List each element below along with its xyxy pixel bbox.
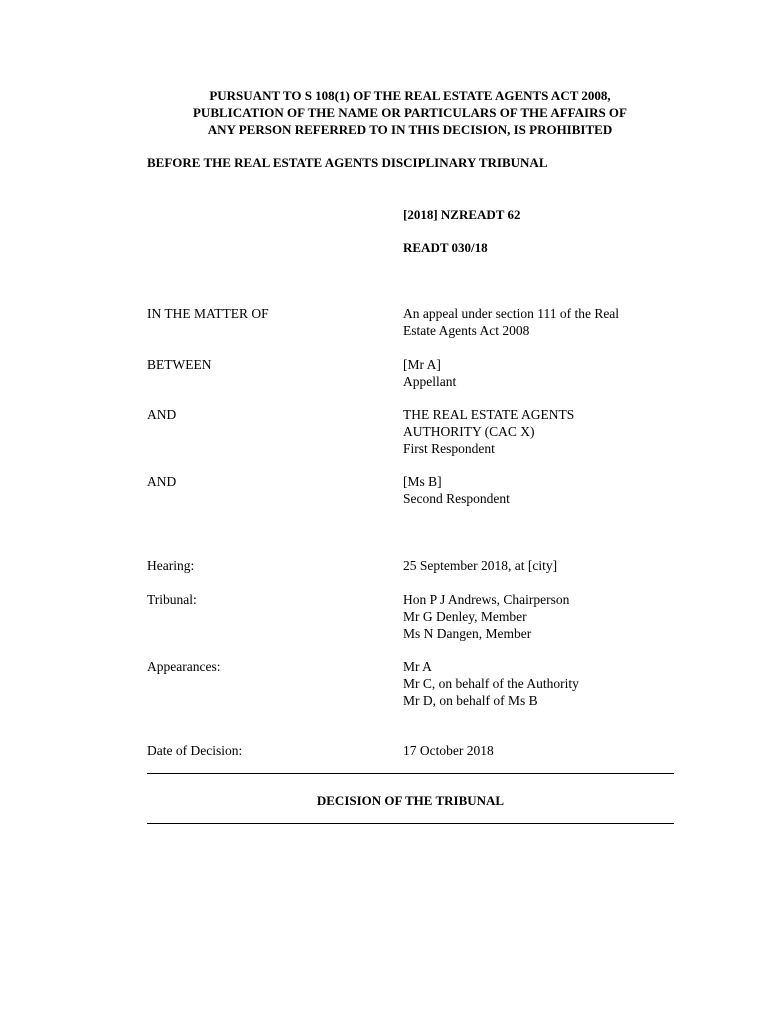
party-label-matter: IN THE MATTER OF [147, 306, 269, 321]
detail-line: Mr D, on behalf of Ms B [403, 692, 538, 708]
detail-line: Ms N Dangen, Member [403, 625, 532, 641]
party-line: [Ms B] [403, 474, 442, 489]
detail-label-date-of-decision: Date of Decision: [147, 743, 243, 758]
party-line: Estate Agents Act 2008 [403, 322, 530, 338]
party-value-matter [403, 306, 619, 340]
detail-label-tribunal: Tribunal: [147, 592, 197, 607]
detail-label-appearances: Appearances: [147, 659, 221, 674]
divider-top [147, 773, 674, 774]
party-line: Appellant [403, 373, 457, 389]
party-value-second-respondent [403, 474, 510, 508]
file-number: READT 030/18 [403, 240, 488, 255]
party-line: Second Respondent [403, 490, 510, 506]
detail-line: Mr G Denley, Member [403, 608, 527, 624]
party-line: AUTHORITY (CAC X) [403, 423, 535, 439]
detail-line: 25 September 2018, at [city] [403, 558, 558, 573]
detail-value-date-of-decision [403, 743, 494, 760]
party-value-appellant [403, 357, 456, 391]
party-label-between: BETWEEN [147, 357, 212, 372]
detail-line: 17 October 2018 [403, 743, 494, 758]
case-citation: [2018] NZREADT 62 [403, 207, 521, 222]
detail-line: Mr C, on behalf of the Authority [403, 675, 579, 691]
tribunal-heading: BEFORE THE REAL ESTATE AGENTS DISCIPLINARY TRIBUNAL [147, 155, 548, 170]
party-value-first-respondent [403, 407, 574, 457]
detail-value-hearing [403, 558, 557, 575]
detail-line: Hon P J Andrews, Chairperson [403, 592, 570, 607]
divider-bottom [147, 823, 674, 824]
detail-line: Mr A [403, 659, 432, 674]
party-label-and-second: AND [147, 474, 177, 489]
prohibition-line: ANY PERSON REFERRED TO IN THIS DECISION, IS PROHIBITED [207, 121, 613, 137]
detail-value-tribunal-members [403, 592, 569, 642]
prohibition-line: PUBLICATION OF THE NAME OR PARTICULARS OF THE AFFAIRS OF [192, 104, 627, 120]
party-line: [Mr A] [403, 357, 441, 372]
party-line: First Respondent [403, 440, 495, 456]
detail-label-hearing: Hearing: [147, 558, 195, 573]
party-line: An appeal under section 111 of the Real [403, 306, 620, 321]
prohibition-line: PURSUANT TO S 108(1) OF THE REAL ESTATE AGENTS ACT 2008, [209, 88, 611, 103]
party-line: THE REAL ESTATE AGENTS [403, 407, 575, 422]
publication-prohibition-notice [140, 88, 680, 138]
party-label-and-first: AND [147, 407, 177, 422]
decision-heading: DECISION OF THE TRIBUNAL [316, 793, 505, 808]
detail-value-appearances [403, 659, 579, 709]
